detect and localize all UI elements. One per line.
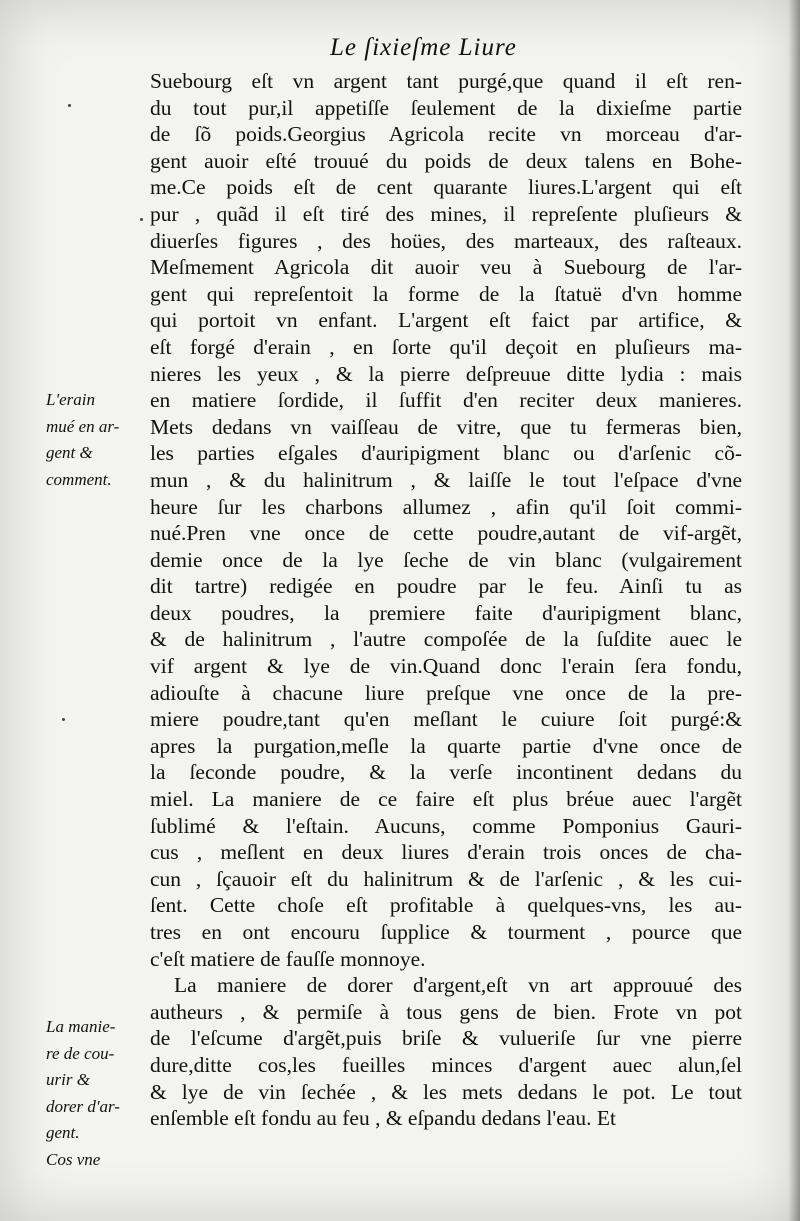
text-line: gent qui repreſentoit la forme de la ſtatuë d'vn homme bbox=[150, 281, 742, 306]
text-line: de ſõ poids.Georgius Agricola recite vn morceau d'ar- bbox=[150, 122, 742, 147]
text-line: dit tartre) redigée en poudre par le feu. Ainſi tu as bbox=[150, 574, 742, 599]
text-line: deux poudres, la premiere faite d'auripigment blanc, bbox=[150, 600, 742, 625]
text-line: Meſmement Agricola dit auoir veu à Suebourg de l'ar- bbox=[150, 255, 742, 280]
text-line: qui portoit vn enfant. L'argent eſt faict par artifice, & bbox=[150, 308, 742, 333]
page-gutter-shadow bbox=[788, 0, 800, 1221]
text-line: miel. La maniere de ce faire eſt plus bréue auec l'argẽt bbox=[150, 787, 742, 812]
margin-note-line: La manie- bbox=[46, 1017, 116, 1036]
running-head: Le ſixieſme Liure bbox=[330, 34, 517, 61]
ink-speck bbox=[140, 218, 143, 221]
text-line: autheurs , & permiſe à tous gens de bien. Frote vn pot bbox=[150, 999, 742, 1024]
text-line: ſent. Cette choſe eſt profitable à quelques-vns, les au- bbox=[150, 893, 742, 918]
ink-speck bbox=[62, 718, 65, 721]
text-line: & lye de vin ſechée , & les mets dedans le pot. Le tout bbox=[150, 1079, 742, 1104]
text-line: c'eſt matiere de fauſſe monnoye. bbox=[150, 946, 426, 971]
text-line: nué.Pren vne once de cette poudre,autant de vif-argẽt, bbox=[150, 521, 742, 546]
text-line: apres la purgation,meſle la quarte partie d'vne once de bbox=[150, 733, 742, 758]
text-line: vif argent & lye de vin.Quand donc l'erain ſera fondu, bbox=[150, 654, 742, 679]
margin-note-line: Cos vne bbox=[46, 1150, 101, 1169]
text-line: pur , quãd il eſt tiré des mines, il repreſente pluſieurs & bbox=[150, 201, 742, 226]
paragraph-1 bbox=[150, 68, 742, 972]
text-line: en matiere ſordide, il ſuffit d'en reciter deux manieres. bbox=[150, 388, 742, 413]
text-line: eſt forgé d'erain , en ſorte qu'il deçoit en pluſieurs ma- bbox=[150, 334, 742, 359]
text-line: me.Ce poids eſt de cent quarante liures.L'argent qui eſt bbox=[150, 175, 742, 200]
margin-note-line: mué en ar- bbox=[46, 416, 120, 436]
margin-note-line: re de cou- bbox=[46, 1043, 115, 1063]
ink-speck bbox=[68, 104, 71, 107]
margin-note-cos bbox=[46, 1147, 146, 1174]
text-line: la ſeconde poudre, & la verſe incontinent dedans du bbox=[150, 760, 742, 785]
text-line: du tout pur,il appetiſſe ſeulement de la dixieſme partie bbox=[150, 95, 742, 120]
margin-note-line: comment. bbox=[46, 469, 112, 489]
text-line: Mets dedans vn vaiſſeau de vitre, que tu fermeras bien, bbox=[150, 414, 742, 439]
margin-note-line: urir & bbox=[46, 1070, 90, 1090]
text-line: miere poudre,tant qu'en meſlant le cuiure ſoit purgé:& bbox=[150, 707, 742, 732]
text-line: enſemble eſt fondu au feu , & eſpandu dedans l'eau. Et bbox=[150, 1106, 616, 1131]
text-line: heure ſur les charbons allumez , afin qu'il ſoit commi- bbox=[150, 494, 742, 519]
text-line: de l'eſcume d'argẽt,puis briſe & vulueriſe ſur vne pierre bbox=[150, 1026, 742, 1051]
text-line: tres en ont encouru ſupplice & tourment , pource que bbox=[150, 920, 742, 944]
margin-note-line: gent & bbox=[46, 443, 93, 463]
text-line: adiouſte à chacune liure preſque vne once de la pre- bbox=[150, 680, 742, 705]
text-line: demie once de la lye ſeche de vin blanc (vulgairement bbox=[150, 547, 742, 572]
margin-note-line: dorer d'ar- bbox=[46, 1096, 120, 1116]
text-line: cun , ſçauoir eſt du halinitrum & de l'arſenic , & les cui- bbox=[150, 866, 742, 891]
margin-note-line: L'erain bbox=[46, 390, 95, 409]
text-line: diuerſes figures , des hoües, des marteaux, des raſteaux. bbox=[150, 228, 742, 253]
text-line: cus , meſlent en deux liures d'erain trois onces de cha- bbox=[150, 840, 742, 865]
margin-note-erain bbox=[46, 387, 146, 493]
text-line: La maniere de dorer d'argent,eſt vn art approuué des bbox=[174, 973, 742, 998]
text-line: ſublimé & l'eſtain. Aucuns, comme Pomponius Gauri- bbox=[150, 813, 742, 838]
text-line: mun , & du halinitrum , & laiſſe le tout l'eſpace d'vne bbox=[150, 467, 742, 492]
margin-note-line: gent. bbox=[46, 1123, 80, 1143]
text-line: Suebourg eſt vn argent tant purgé,que quand il eſt ren- bbox=[150, 69, 742, 93]
text-line: nieres les yeux , & la pierre deſpreuue ditte lydia : mais bbox=[150, 361, 742, 386]
text-line: dure,ditte cos,les fueilles minces d'argent auec alun,ſel bbox=[150, 1052, 742, 1077]
text-line: & de halinitrum , l'autre compoſée de la ſuſdite auec le bbox=[150, 627, 742, 652]
paragraph-2 bbox=[150, 972, 742, 1132]
text-line: les parties eſgales d'auripigment blanc ou d'arſenic cõ- bbox=[150, 441, 742, 466]
margin-note-dorer bbox=[46, 1014, 146, 1147]
text-line: gent auoir eſté trouué du poids de deux talens en Bohe- bbox=[150, 148, 742, 173]
body-text bbox=[150, 68, 742, 1132]
